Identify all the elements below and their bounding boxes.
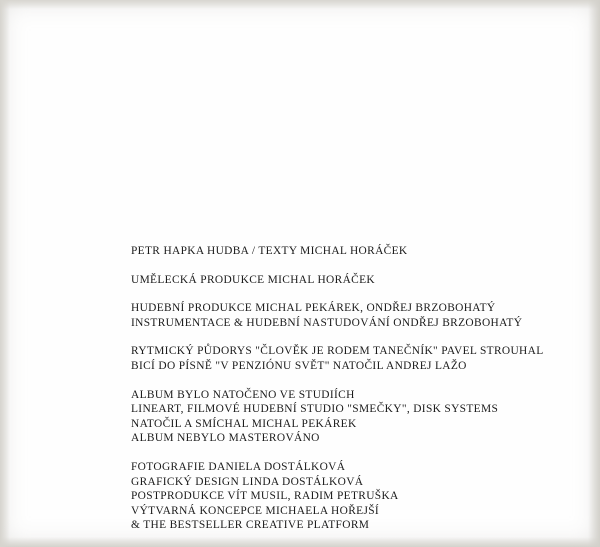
credits-block-authorship: [131, 244, 561, 259]
page-edge-bottom: [0, 537, 600, 547]
credit-line: FOTOGRAFIE DANIELA DOSTÁLKOVÁ: [131, 460, 346, 473]
credit-line: HUDEBNÍ PRODUKCE MICHAL PEKÁREK, ONDŘEJ BRZOBOHATÝ: [131, 302, 496, 315]
credit-line: ALBUM BYLO NATOČENO VE STUDIÍCH: [131, 388, 355, 401]
credit-line: BICÍ DO PÍSNĚ "V PENZIÓNU SVĚT" NATOČIL ANDREJ LAŽO: [131, 359, 467, 372]
credit-line: GRAFICKÝ DESIGN LINDA DOSTÁLKOVÁ: [131, 475, 364, 488]
credit-line: ALBUM NEBYLO MASTEROVÁNO: [131, 432, 320, 445]
credits-block-visual: [131, 460, 561, 533]
credit-line: UMĚLECKÁ PRODUKCE MICHAL HORÁČEK: [131, 273, 375, 286]
credit-line: VÝTVARNÁ KONCEPCE MICHAELA HOŘEJŠÍ: [131, 504, 380, 517]
credits-block-music-production: [131, 301, 561, 330]
credit-line: POSTPRODUKCE VÍT MUSIL, RADIM PETRUŠKA: [131, 490, 399, 503]
credit-line: PETR HAPKA HUDBA / TEXTY MICHAL HORÁČEK: [131, 245, 408, 257]
credit-line: & THE BESTSELLER CREATIVE PLATFORM: [131, 519, 370, 532]
credits-container: [131, 244, 561, 533]
page-edge-right: [588, 0, 600, 547]
credit-line: INSTRUMENTACE & HUDEBNÍ NASTUDOVÁNÍ ONDŘEJ BRZOBOHATÝ: [131, 316, 523, 329]
credits-block-artistic-production: [131, 273, 561, 288]
credits-block-rhythm: [131, 344, 561, 373]
credits-block-studios: [131, 388, 561, 446]
page-edge-left: [0, 0, 10, 547]
credit-line: NATOČIL A SMÍCHAL MICHAL PEKÁREK: [131, 417, 357, 430]
credit-line: LINEART, FILMOVÉ HUDEBNÍ STUDIO "SMEČKY", DISK SYSTEMS: [131, 403, 499, 416]
page-edge-top: [0, 0, 600, 9]
credit-line: RYTMICKÝ PŮDORYS "ČLOVĚK JE RODEM TANEČNÍK" PAVEL STROUHAL: [131, 345, 544, 358]
